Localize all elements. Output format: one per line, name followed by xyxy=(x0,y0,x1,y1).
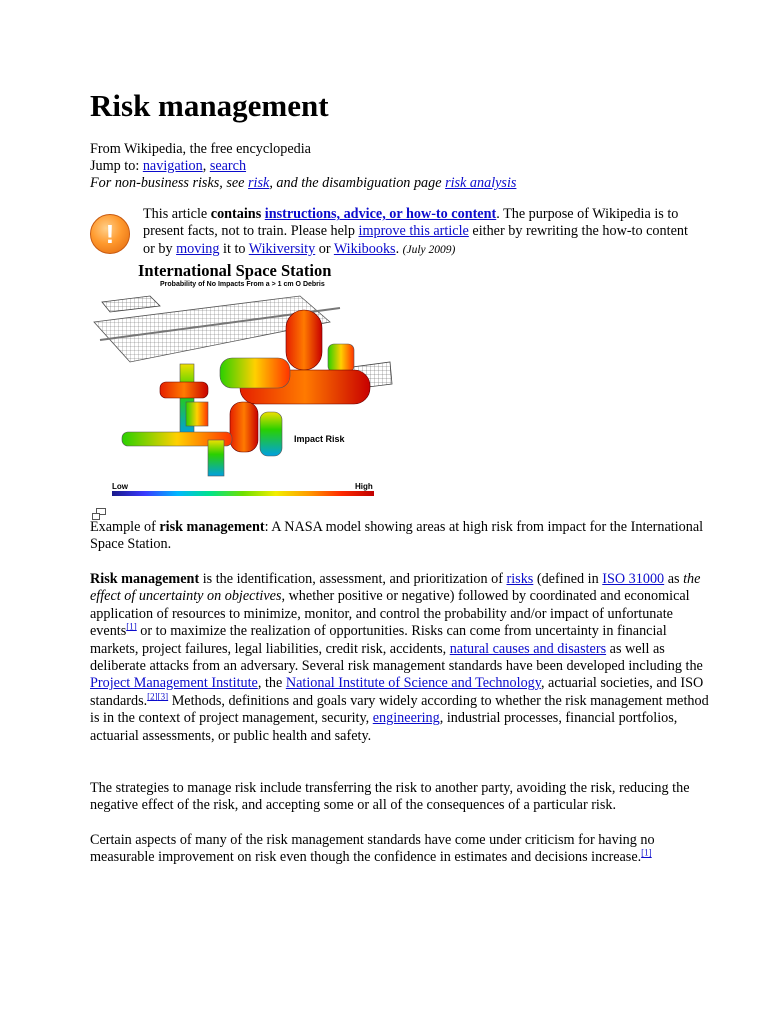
search-link[interactable]: search xyxy=(209,158,247,174)
intro-text-d: , whether positive or negative) followed by coordinated and economical application of resources to minimize, monitor, and control the probability and/or impact of unfortunate events xyxy=(90,588,690,640)
nist-link[interactable]: National Institute of Science and Technology xyxy=(285,675,541,692)
risk-colorbar xyxy=(112,491,374,496)
notice-text xyxy=(143,206,703,259)
wikiversity-link[interactable]: Wikiversity xyxy=(248,240,316,257)
iso-31000-link[interactable]: ISO 31000 xyxy=(602,571,665,587)
notice-date: (July 2009) xyxy=(402,243,456,256)
figure-caption xyxy=(90,519,715,554)
intro-bold-term: Risk management xyxy=(90,571,200,587)
hatnote xyxy=(90,175,516,192)
hatnote-prefix: For non-business risks, see xyxy=(90,175,249,191)
caption-text-1: Example of xyxy=(90,519,160,535)
moving-link[interactable]: moving xyxy=(176,240,220,257)
figure-title: International Space Station xyxy=(138,261,332,280)
intro-paragraph xyxy=(90,571,715,745)
risk-link[interactable]: risk xyxy=(248,175,270,191)
pmi-link[interactable]: Project Management Institute xyxy=(90,675,258,692)
notice-text-7: or xyxy=(315,240,334,257)
jump-prefix: Jump to: xyxy=(90,158,143,174)
page-title: Risk management xyxy=(90,88,329,123)
site-subtitle: From Wikipedia, the free encyclopedia xyxy=(90,141,311,157)
intro-text-e: or to maximize the realization of opportunities. Risks can come from uncertainty in financial markets, project failures, legal liabilities, credit risk, accidents, xyxy=(90,623,667,657)
notice-text-1: This article xyxy=(143,206,211,222)
hatnote-middle: , and the disambiguation page xyxy=(269,175,446,191)
iss-model-illustration xyxy=(90,262,400,500)
intro-text-a: is the identification, assessment, and prioritization of xyxy=(199,571,507,587)
jump-links xyxy=(90,158,246,175)
impact-risk-label: Impact Risk xyxy=(294,434,345,444)
wikibooks-link[interactable]: Wikibooks xyxy=(333,240,396,257)
colorbar-high-label: High xyxy=(355,482,373,491)
natural-causes-link[interactable]: natural causes and disasters xyxy=(449,640,607,657)
navigation-link[interactable]: navigation xyxy=(142,158,203,174)
criticism-reference-link[interactable]: [1] xyxy=(641,847,652,858)
colorbar-low-label: Low xyxy=(112,482,128,491)
iss-impact-risk-figure[interactable] xyxy=(90,262,400,500)
notice-text-8: . xyxy=(395,240,403,257)
reference-3-link[interactable]: [3] xyxy=(157,691,169,702)
reference-2-link[interactable]: [2] xyxy=(147,691,158,702)
engineering-link[interactable]: engineering xyxy=(372,710,440,727)
intro-text-j: , industrial processes, financial portfolios, actuarial assessments, or public health and safety. xyxy=(90,710,678,744)
improve-article-link[interactable]: improve this article xyxy=(358,223,469,240)
caption-bold: risk management xyxy=(159,519,265,535)
notice-text-5: either by rewriting the how-to content or by xyxy=(143,223,688,257)
intro-text-g: , the xyxy=(257,675,286,692)
warning-icon: ! xyxy=(90,214,130,254)
strategies-paragraph: The strategies to manage risk include transferring the risk to another party, avoiding the risk, reducing the negative effect of the risk, and accepting some or all of the consequences of a particular risk. xyxy=(90,780,690,814)
jump-separator: , xyxy=(202,158,210,174)
instructions-link[interactable]: instructions, advice, or how-to content xyxy=(264,206,497,222)
notice-contains: contains xyxy=(210,206,262,222)
intro-text-i: Methods, definitions and goals vary widely according to whether the risk management method is in the context of project management, security, xyxy=(90,692,709,727)
intro-text-f: as well as deliberate attacks from an adversary. Several risk management standards have been developed including the xyxy=(90,640,703,675)
risks-link[interactable]: risks xyxy=(506,571,534,587)
notice-text-4: . The purpose of Wikipedia is to present facts, not to train. Please help xyxy=(143,206,679,240)
risk-analysis-link[interactable]: risk analysis xyxy=(445,175,517,191)
reference-1-link[interactable]: [1] xyxy=(126,621,137,632)
criticism-paragraph xyxy=(90,832,715,867)
notice-text-6: it to xyxy=(219,240,249,257)
intro-text-c: as xyxy=(664,571,684,587)
criticism-text: Certain aspects of many of the risk management standards have come under criticism for having no measurable improvement on risk even though the confidence in estimates and decisions increase. xyxy=(90,832,655,866)
caption-text-2: : A NASA model showing areas at high risk from impact for the International Space Station. xyxy=(90,519,704,553)
intro-text-h: , actuarial societies, and ISO standards. xyxy=(90,675,704,709)
intro-text-b: (defined in xyxy=(533,571,603,587)
intro-italic-definition: the effect of uncertainty on objectives xyxy=(90,571,701,605)
figure-subtitle: Probability of No Impacts From a > 1 cm O Debris xyxy=(160,281,325,288)
